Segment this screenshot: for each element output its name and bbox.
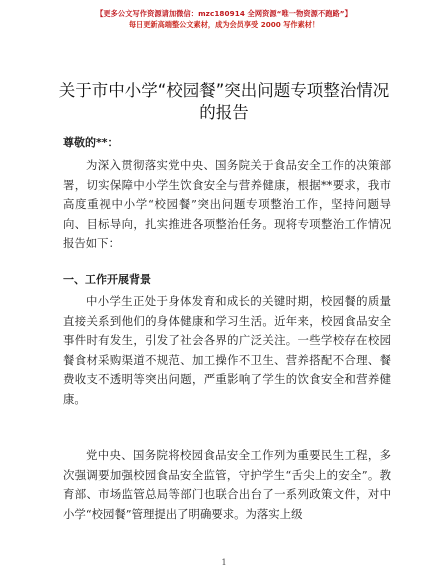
document-title: 关于市中小学“校园餐”突出问题专项整治情况的报告 [58,81,390,122]
promo-banner-line-2: 每日更新高端整公文素材，成为会员享受 2000 写作素材！ [128,20,320,29]
body-paragraph: 中小学生正处于身体发育和成长的关键时期，校园餐的质量直接关系到他们的身体健康和学习生活。近年来，校园食品安全事件时有发生，引发了社会各界的广泛关注。一些学校存在校园餐食材采购渠道不规范、加工操作不卫生、营养搭配不合理、餐费收支不透明等突出问题，严重影响了学生的饮食安全和营养健康。 [63,294,391,406]
salutation: 尊敬的**： [63,136,119,149]
section-heading: 一、工作开展背景 [63,273,151,286]
intro-paragraph: 为深入贯彻落实党中央、国务院关于食品安全工作的决策部署，切实保障中小学生饮食安全与营养健康，根据**要求，我市高度重视中小学“校园餐”突出问题专项整治工作，坚持问题导向、目标导向，扎实推进各项整治任务。现将专项整治工作情况报告如下： [63,158,391,250]
promo-banner [0,8,448,30]
page-number: 1 [221,558,227,567]
body-paragraph: 党中央、国务院将校园食品安全工作列为重要民生工程，多次强调要加强校园食品安全监管，守护学生“舌尖上的安全”。教育部、市场监管总局等部门也联合出台了一系列政策文件，对中小学“校园餐”管理提出了明确要求。为落实上级 [63,448,391,521]
promo-banner-line-1: 【更多公文写作资源请加微信：mzc180914 全网资源“唯一物资源不跑路”】 [96,9,352,18]
